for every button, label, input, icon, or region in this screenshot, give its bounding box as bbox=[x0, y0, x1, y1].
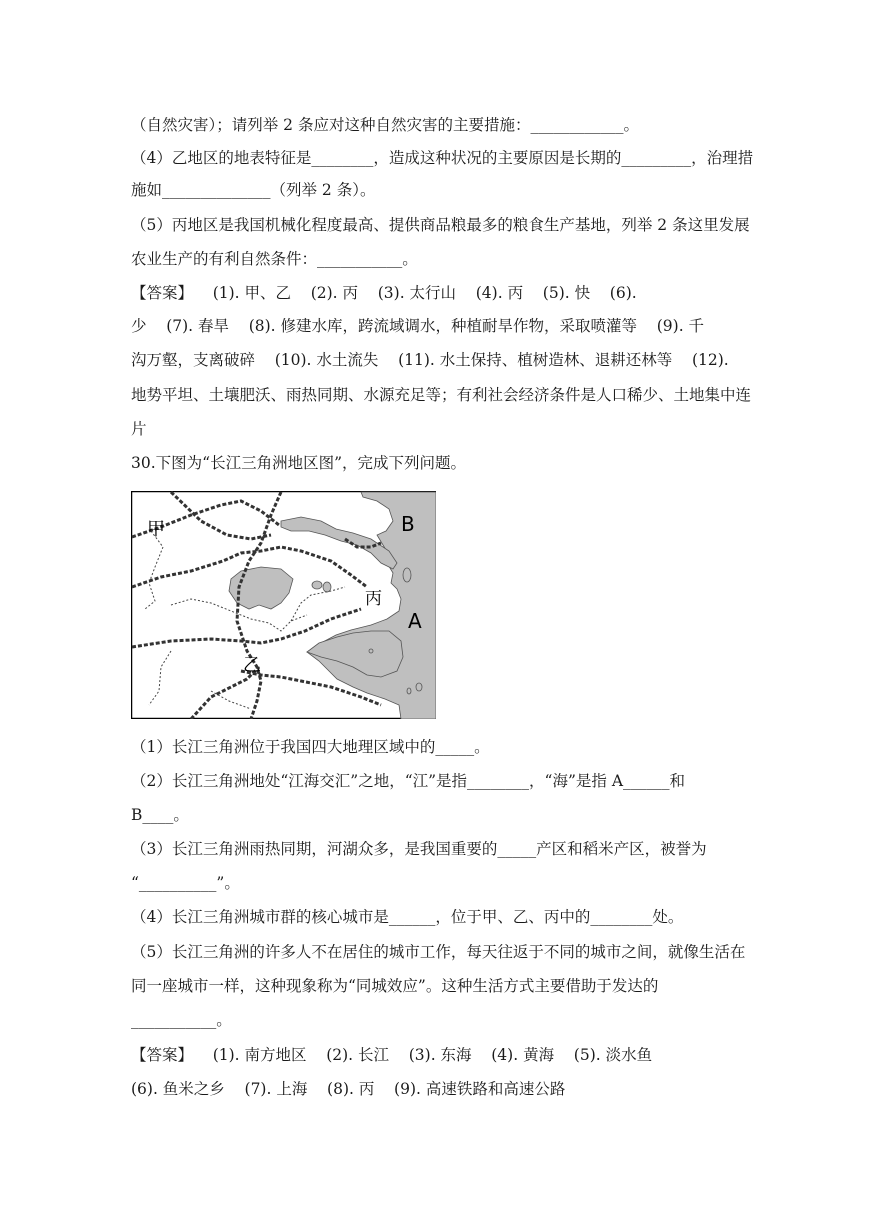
label-a: A bbox=[408, 609, 422, 633]
answer-line-3: 沟万壑，支离破碎 (10). 水土流失 (11). 水土保持、植树造林、退耕还林等 (12). bbox=[131, 351, 729, 369]
label-b: B bbox=[401, 512, 415, 536]
yangtze-delta-map bbox=[131, 491, 436, 719]
answer-line-5: 片 bbox=[131, 420, 147, 438]
q30-line-1: （1）长江三角洲位于我国四大地理区域中的_____。 bbox=[131, 738, 490, 756]
q30-line-3: B____。 bbox=[131, 806, 189, 824]
q30-line-2: （2）长江三角洲地处“江海交汇”之地，“江”是指________，“海”是指 A______和 bbox=[131, 772, 686, 790]
label-yi: 乙 bbox=[243, 655, 261, 676]
q30-line-9: ___________。 bbox=[131, 1011, 232, 1029]
answer2-line-2: (6). 鱼米之乡 (7). 上海 (8). 丙 (9). 高速铁路和高速公路 bbox=[131, 1080, 566, 1098]
line-02: （4）乙地区的地表特征是________，造成这种状况的主要原因是长期的_________，治理措 bbox=[131, 149, 754, 167]
q30-line-6: （4）长江三角洲城市群的核心城市是______，位于甲、乙、丙中的________处。 bbox=[131, 908, 684, 926]
q30-line-7: （5）长江三角洲的许多人不在居住的城市工作，每天往返于不同的城市之间，就像生活在 bbox=[131, 943, 746, 961]
line-01: （自然灾害）；请列举 2 条应对这种自然灾害的主要措施：____________。 bbox=[131, 116, 639, 134]
answer-line-2: 少 (7). 春旱 (8). 修建水库，跨流域调水，种植耐旱作物，采取喷灌等 (9). 千 bbox=[131, 317, 705, 335]
q30-line-8: 同一座城市一样，这种现象称为“同城效应”。这种生活方式主要借助于发达的 bbox=[131, 977, 659, 995]
line-03: 施如______________（列举 2 条）。 bbox=[131, 181, 376, 199]
q30-line-4: （3）长江三角洲雨热同期，河湖众多，是我国重要的_____产区和稻米产区，被誉为 bbox=[131, 840, 707, 858]
label-jia: 甲 bbox=[147, 519, 165, 540]
answer-line-4: 地势平坦、土壤肥沃、雨热同期、水源充足等；有利社会经济条件是人口稀少、土地集中连 bbox=[131, 386, 752, 404]
answer-line-1: 【答案】 (1). 甲、乙 (2). 丙 (3). 太行山 (4). 丙 (5). 快 (6). bbox=[131, 284, 637, 302]
label-bing: 丙 bbox=[365, 589, 382, 609]
q30-line-5: “__________”。 bbox=[131, 874, 240, 892]
question-30-title: 30.下图为“长江三角洲地区图”，完成下列问题。 bbox=[131, 454, 466, 472]
line-04: （5）丙地区是我国机械化程度最高、提供商品粮最多的粮食生产基地，列举 2 条这里发展 bbox=[131, 216, 750, 234]
answer2-line-1: 【答案】 (1). 南方地区 (2). 长江 (3). 东海 (4). 黄海 (5). 淡水鱼 bbox=[131, 1046, 653, 1064]
line-05: 农业生产的有利自然条件：___________。 bbox=[131, 250, 418, 268]
